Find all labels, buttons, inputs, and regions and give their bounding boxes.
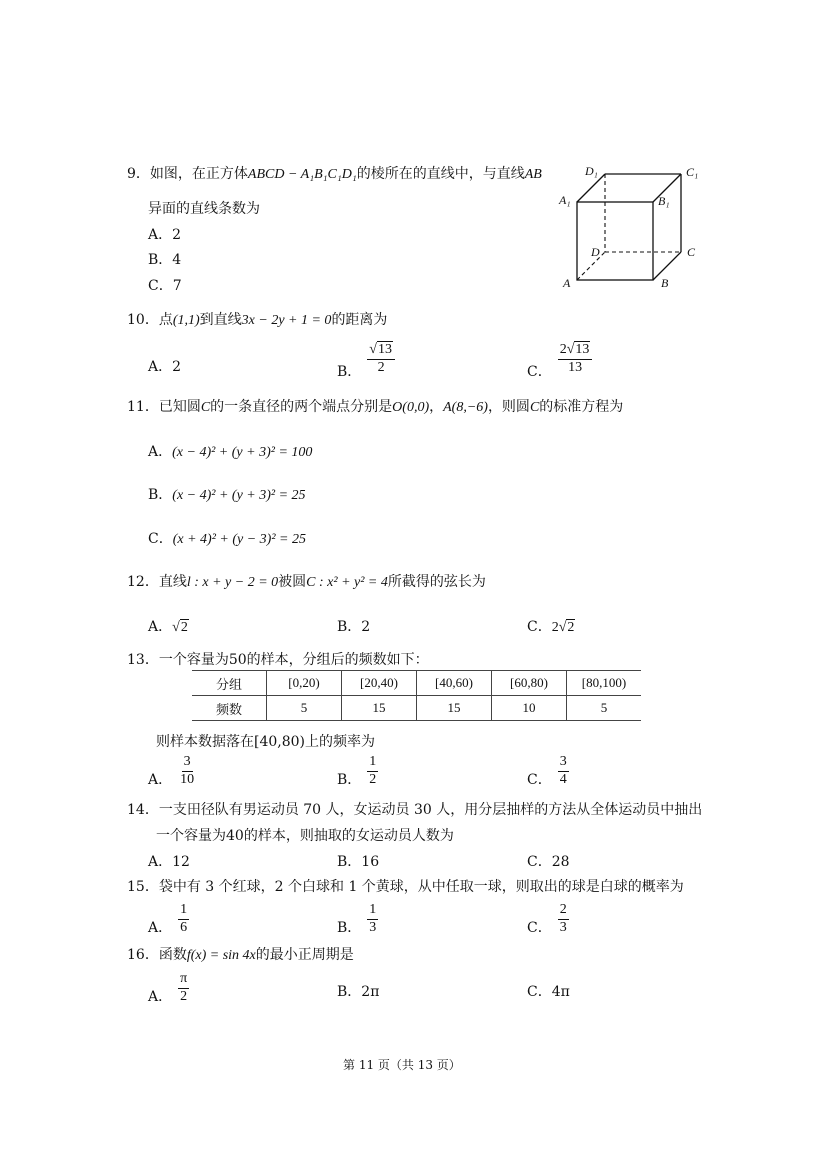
- label-a: A: [563, 276, 571, 290]
- q13-option-c: C． $\frac{3}{4}$: [527, 754, 567, 789]
- label-b: B: [661, 276, 669, 290]
- q11-option-b: B．(x − 4)² + (y + 3)² = 25: [148, 487, 306, 503]
- q13-option-b: B． $\frac{1}{2}$: [337, 754, 377, 789]
- q9-stem-line2: 异面的直线条数为: [148, 201, 260, 217]
- q9-stem: 9．如图，在正方体ABCD − A₁B₁C₁D₁的棱所在的直线中，与直线AB: [127, 166, 542, 182]
- q14-stem-line2: 一个容量为40的样本，则抽取的女运动员人数为: [156, 828, 454, 844]
- label-d: D: [591, 245, 600, 259]
- q10-option-c: C． $\frac{2√13}{13}$: [527, 343, 592, 375]
- q11-option-a: A．(x − 4)² + (y + 3)² = 100: [148, 444, 313, 460]
- q12-stem: 12．直线l : x + y − 2 = 0被圆C : x² + y² = 4所截得的弦长为: [127, 574, 486, 590]
- label-d1: D₁: [585, 164, 598, 178]
- q9-number: 9．: [127, 166, 150, 182]
- label-a1: A₁: [559, 193, 571, 207]
- q10-option-b: B． $\frac{√13}{2}$: [337, 343, 395, 375]
- q9-option-b: B．4: [148, 252, 182, 268]
- q9-option-a: A．2: [148, 227, 182, 243]
- q10-option-a: A．2: [148, 359, 182, 375]
- q14-option-a: A．12: [148, 854, 190, 870]
- q12-option-c: C．2√2: [527, 619, 575, 635]
- q9-cube-name: ABCD − A₁B₁C₁D₁: [247, 167, 357, 182]
- q16-stem: 16．函数f(x) = sin 4x的最小正周期是: [127, 947, 354, 963]
- label-c1: C₁: [686, 165, 699, 179]
- table-row: 频数 5 15 15 10 5: [192, 696, 641, 721]
- q10-stem: 10．点(1,1)到直线3x − 2y + 1 = 0的距离为: [127, 312, 388, 328]
- q14-option-c: C．28: [527, 854, 570, 870]
- q11-stem: 11．已知圆C的一条直径的两个端点分别是O(0,0)，A(8,−6)，则圆C的标准方程为: [127, 399, 624, 415]
- page-footer: 第 11 页（共 13 页）: [343, 1058, 461, 1072]
- q13-stem-line2: 则样本数据落在[40,80)上的频率为: [156, 734, 376, 750]
- q14-stem: 14．一支田径队有男运动员 70 人，女运动员 30 人，用分层抽样的方法从全体运动员中抽出: [127, 802, 703, 818]
- q12-option-b: B．2: [337, 619, 371, 635]
- q13-stem: 13．一个容量为50的样本，分组后的频数如下：: [127, 652, 429, 668]
- label-b1: B₁: [658, 194, 670, 208]
- q16-option-a: A． $\frac{\pi}{2}$: [148, 971, 188, 1006]
- q15-stem: 15．袋中有 3 个红球，2 个白球和 1 个黄球，从中任取一球，则取出的球是白球的概率为: [127, 879, 684, 895]
- label-c: C: [687, 245, 696, 259]
- q16-option-c: C．4π: [527, 984, 570, 1000]
- q15-option-a: A． $\frac{1}{6}$: [148, 902, 188, 937]
- q12-option-a: A．√2: [148, 619, 188, 635]
- q11-option-c: C．(x + 4)² + (y − 3)² = 25: [148, 531, 306, 547]
- q15-option-b: B． $\frac{1}{3}$: [337, 902, 377, 937]
- q14-option-b: B．16: [337, 854, 380, 870]
- q15-option-c: C． $\frac{2}{3}$: [527, 902, 567, 937]
- table-row: 分组 [0,20) [20,40) [40,60) [60,80) [80,100): [192, 671, 641, 696]
- q16-option-b: B．2π: [337, 984, 380, 1000]
- q13-option-a: A． $\frac{3}{10}$: [148, 754, 195, 789]
- q13-frequency-table: [192, 670, 641, 721]
- q9-cube-figure: [555, 160, 705, 295]
- q9-option-c: C．7: [148, 278, 182, 294]
